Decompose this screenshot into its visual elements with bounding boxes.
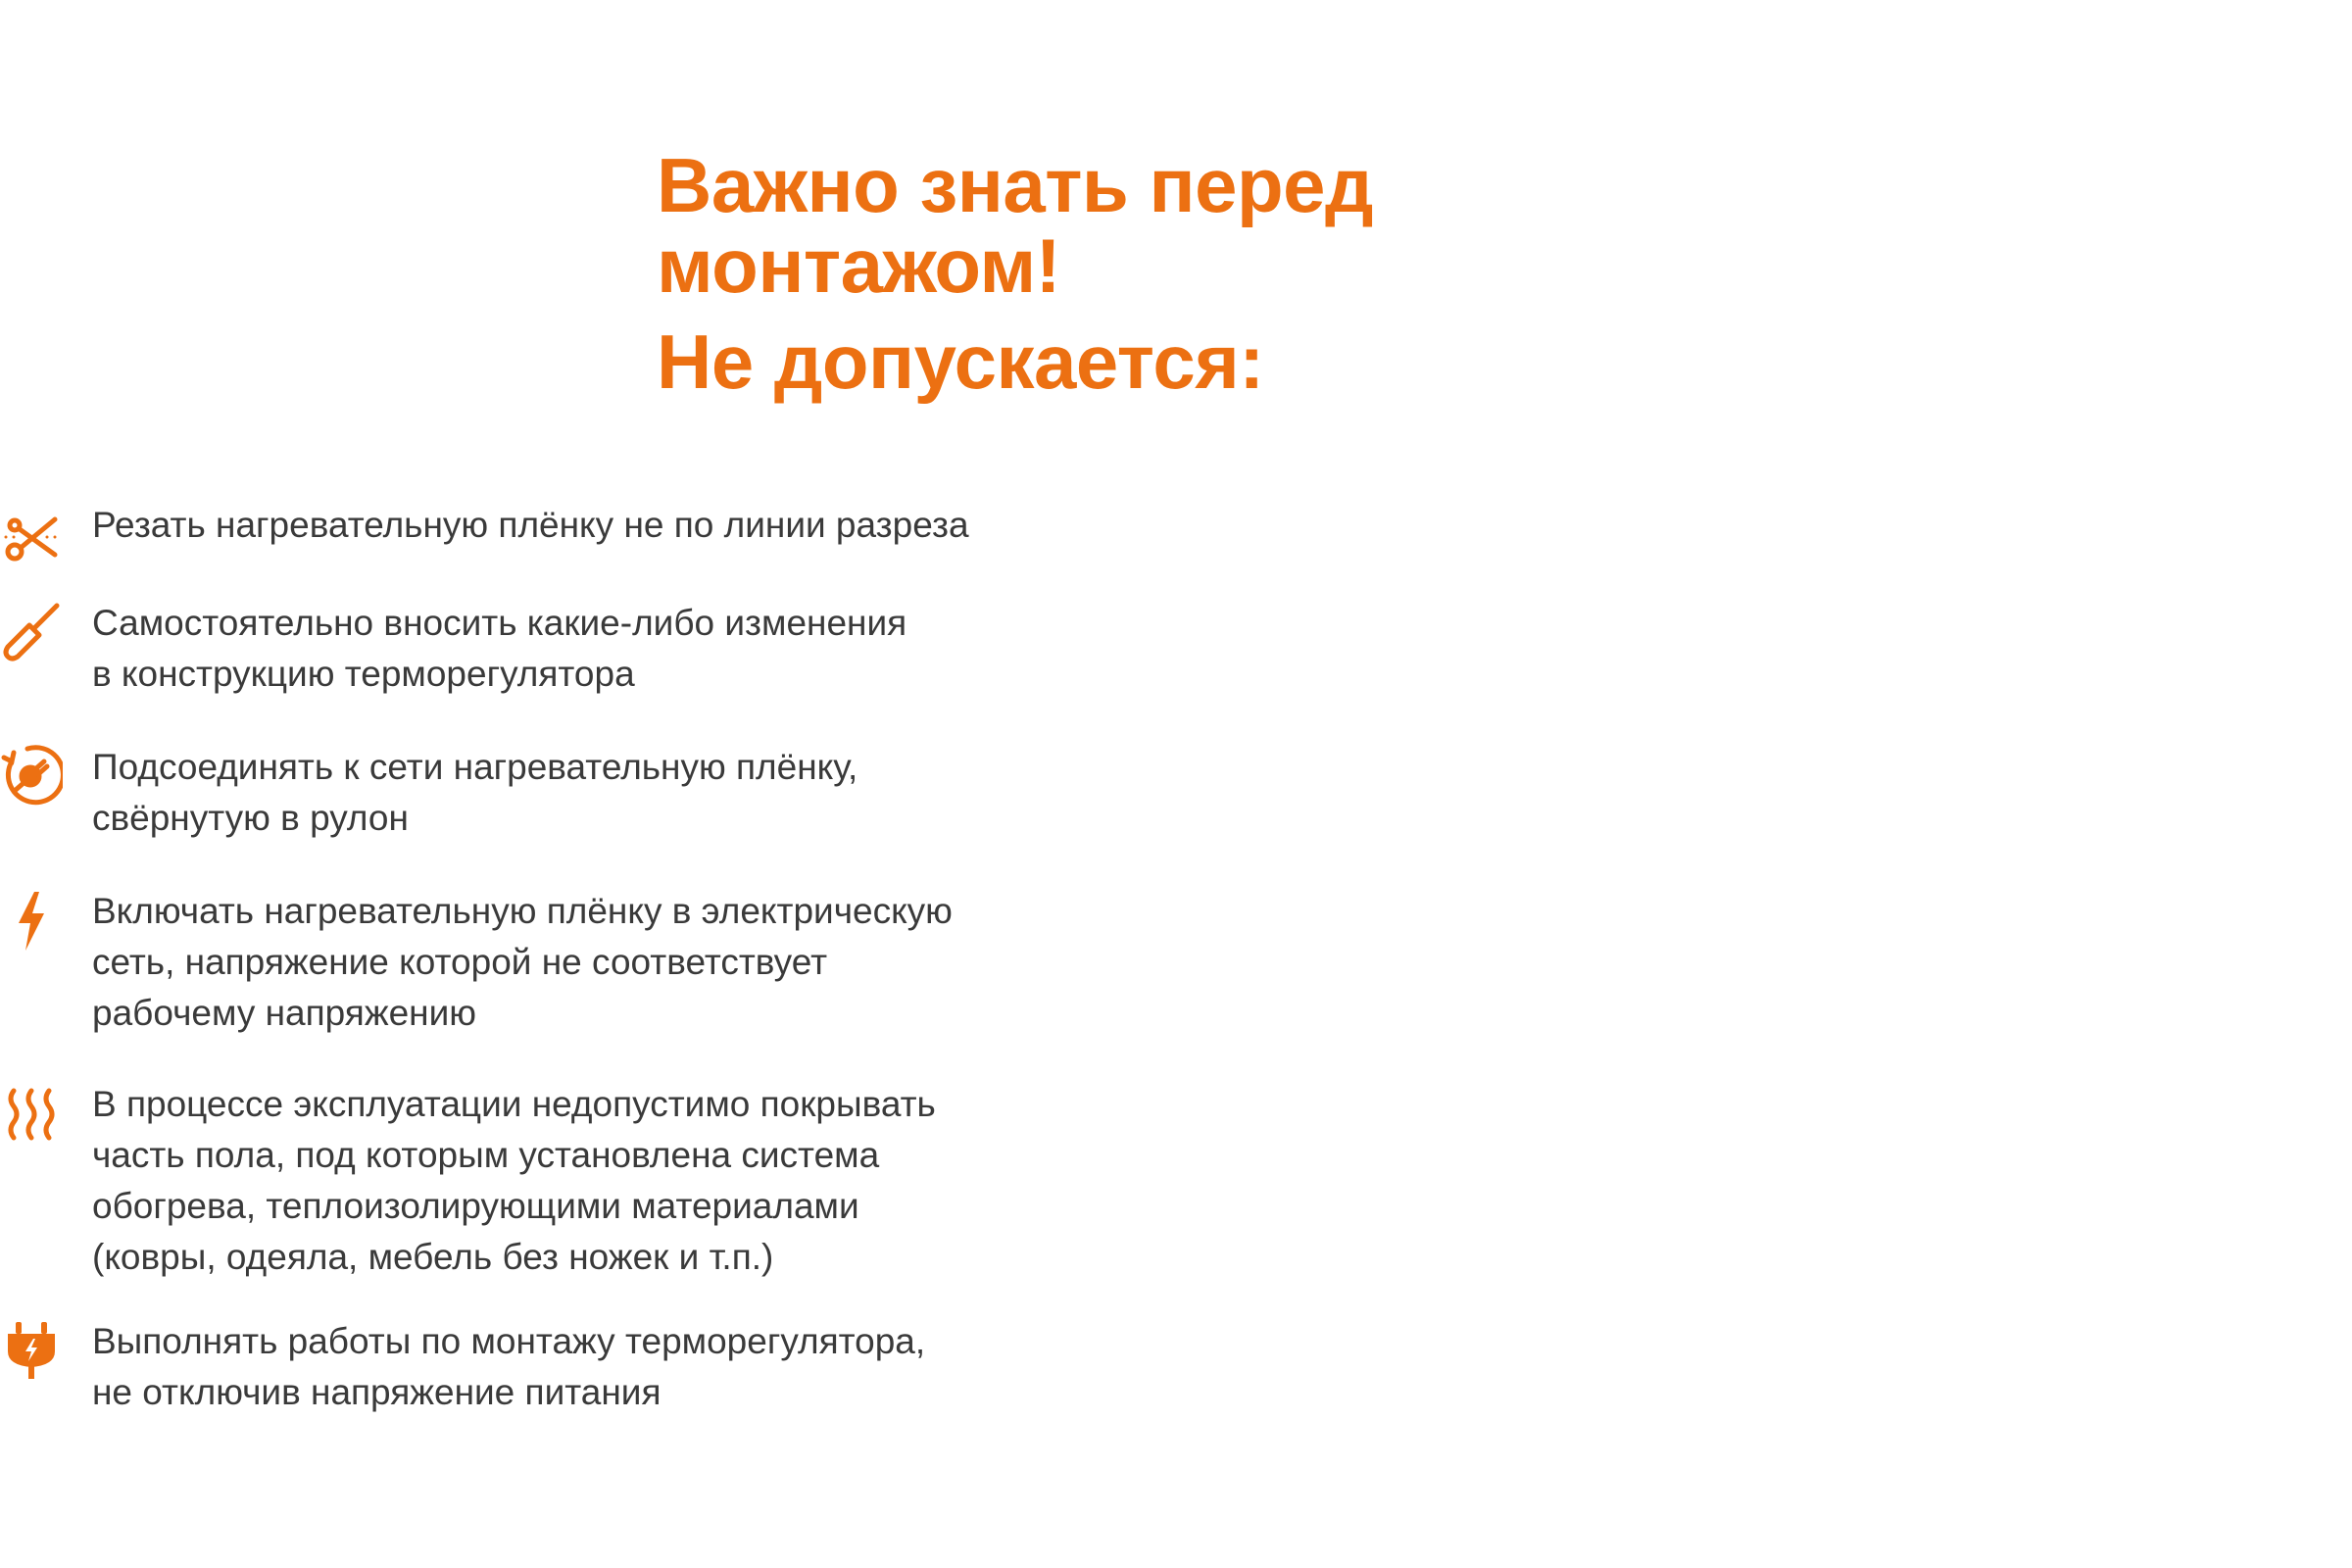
rule-text: Подсоединять к сети нагревательную плёнку, свёрнутую в рулон — [92, 747, 858, 838]
lightning-icon — [0, 890, 63, 953]
rule-text: Самостоятельно вносить какие-либо изменения в конструкцию терморегулятора — [92, 603, 907, 694]
heat-waves-icon — [0, 1087, 63, 1150]
rule-text: В процессе эксплуатации недопустимо покрывать часть пола, под которым установлена система обогрева, теплоизолирующими материалами (ковры, одеяла, мебель без ножек и т.п.) — [92, 1084, 936, 1277]
page-title — [657, 142, 1774, 309]
power-plug-icon — [0, 1318, 63, 1381]
page-title-line-2: монтажом! — [657, 222, 1061, 309]
screwdriver-icon — [0, 602, 63, 664]
page-title-line-1: Важно знать перед — [657, 142, 1374, 228]
scissors-icon — [0, 506, 63, 568]
page-subtitle: Не допускается: — [657, 318, 1264, 405]
plug-circle-icon — [0, 744, 63, 807]
rule-text: Резать нагревательную плёнку не по линии разреза — [92, 505, 969, 545]
rule-text: Выполнять работы по монтажу терморегулятора, не отключив напряжение питания — [92, 1321, 926, 1412]
warning-sheet — [657, 142, 1774, 405]
rule-text: Включать нагревательную плёнку в электрическую сеть, напряжение которой не соответствует рабочему напряжению — [92, 891, 953, 1033]
